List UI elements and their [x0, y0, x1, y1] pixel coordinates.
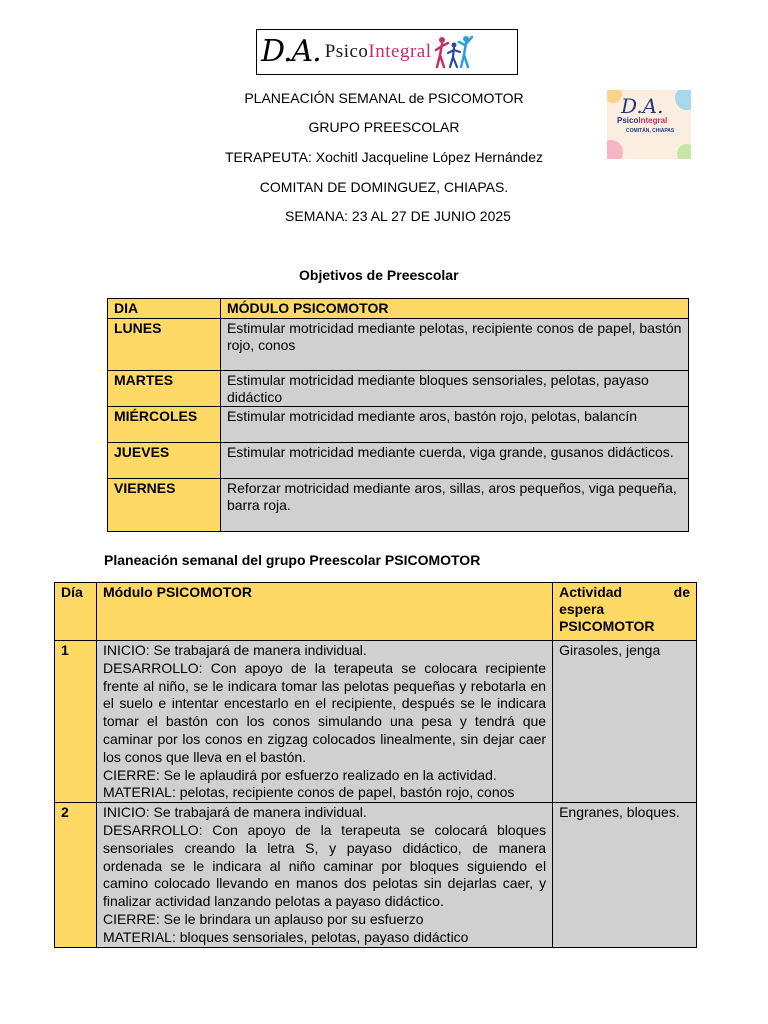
logo-brand-second: Integral [368, 41, 432, 62]
plan-header-row [55, 583, 697, 641]
logo-brand-first: Psico [324, 41, 369, 62]
plan-title: Planeación semanal del grupo Preescolar PSICOMOTOR [104, 552, 481, 568]
header-title: PLANEACIÓN SEMANAL de PSICOMOTOR [244, 90, 524, 106]
objectives-row [108, 479, 689, 532]
objective-day: VIERNES [108, 479, 221, 532]
side-logo-letters: D.A. [621, 94, 664, 118]
objectives-row [108, 443, 689, 479]
objective-day: MIÉRCOLES [108, 407, 221, 443]
objectives-row [108, 407, 689, 443]
header-therapist: TERAPEUTA: Xochitl Jacqueline López Hernández [224, 149, 543, 165]
logo-letters: D.A. [261, 34, 321, 69]
header-city: COMITAN DE DOMINGUEZ, CHIAPAS. [259, 179, 509, 195]
objective-text: Estimular motricidad mediante bloques sensoriales, pelotas, payaso didáctico [220, 371, 688, 407]
side-logo-city: COMITÁN, CHIAPAS [626, 128, 675, 134]
objectives-row [108, 371, 689, 407]
objective-text: Estimular motricidad mediante cuerda, viga grande, gusanos didácticos. [220, 443, 688, 479]
header-group: GRUPO PREESCOLAR [308, 119, 460, 135]
plan-col-module: Módulo PSICOMOTOR [96, 583, 552, 641]
plan-activity: INICIO: Se trabajará de manera individual. DESARROLLO: Con apoyo de la terapeuta se colocará bloques sensoriales creando la letra S, y payaso didáctico, de manera ordenada se le indicara al niño caminar por bloques siguiendo el camino colocado llevando en manos dos pelotas sin dejarlas caer, y finalizar actividad lanzando pelotas a payaso didáctico. CIERRE: Se le brindara un aplauso por su esfuerzo MATERIAL: bloques sensoriales, pelotas, payaso didáctico [96, 803, 552, 947]
plan-wait-activity: Girasoles, jenga [553, 641, 697, 803]
psicointegral-logo [256, 29, 518, 75]
plan-wait-activity: Engranes, bloques. [553, 803, 697, 947]
plan-table [54, 582, 697, 948]
objective-day: MARTES [108, 371, 221, 407]
plan-row [55, 803, 697, 947]
objective-day: JUEVES [108, 443, 221, 479]
objectives-header-row [108, 299, 689, 319]
objective-text: Estimular motricidad mediante aros, bastón rojo, pelotas, balancín [220, 407, 688, 443]
side-logo-brand-first: Psico [617, 116, 639, 125]
plan-row [55, 641, 697, 803]
plan-activity: INICIO: Se trabajará de manera individual. DESARROLLO: Con apoyo de la terapeuta se colocara recipiente frente al niño, se le indicara tomar las pelotas pequeñas y rebotarla en el suelo e intentar encestarlo en el recipiente, después se le indicara tomar el bastón con los conos simulando una pesa y tendrá que caminar por los conos en zigzag colocados linealmente, sin dejar caer los conos que lleva en el bastón. CIERRE: Se le aplaudirá por esfuerzo realizado en la actividad. MATERIAL: pelotas, recipiente conos de papel, bastón rojo, conos [96, 641, 552, 803]
plan-day: 1 [55, 641, 97, 803]
objectives-col-day: DIA [108, 299, 221, 319]
plan-col-day: Día [55, 583, 97, 641]
plan-day: 2 [55, 803, 97, 947]
objective-text: Reforzar motricidad mediante aros, sillas, aros pequeños, viga pequeña, barra roja. [220, 479, 688, 532]
objective-text: Estimular motricidad mediante pelotas, recipiente conos de papel, bastón rojo, conos [220, 319, 688, 371]
objective-day: LUNES [108, 319, 221, 371]
objectives-table [107, 298, 689, 532]
plan-col-wait: Actividad de espera PSICOMOTOR [553, 583, 697, 641]
side-logo-brand-second: Integral [638, 116, 668, 125]
objectives-row [108, 319, 689, 371]
people-figures-icon [434, 33, 474, 71]
objectives-title: Objetivos de Preescolar [299, 267, 459, 283]
header-week: SEMANA: 23 AL 27 DE JUNIO 2025 [285, 208, 511, 224]
objectives-col-module: MÓDULO PSICOMOTOR [220, 299, 688, 319]
